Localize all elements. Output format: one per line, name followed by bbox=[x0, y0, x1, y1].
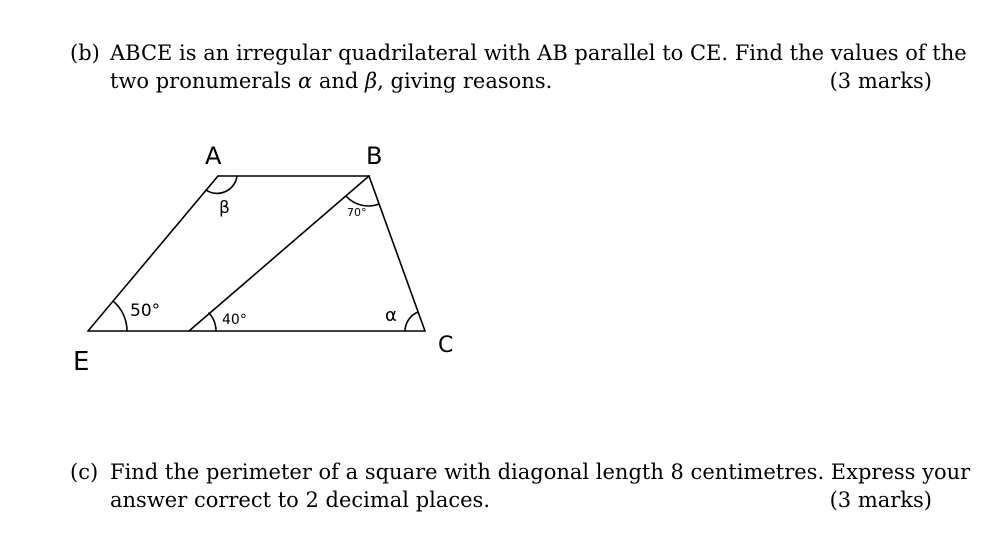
vertex-label-a: A bbox=[205, 142, 222, 170]
angle-label-alpha: α bbox=[385, 305, 397, 326]
angle-arc-c bbox=[405, 312, 418, 331]
question-b-number: (b) bbox=[70, 41, 100, 65]
question-c-marks: (3 marks) bbox=[829, 488, 932, 512]
angle-arc-bottom bbox=[209, 313, 216, 331]
question-b-text-pre: two pronumerals bbox=[110, 69, 298, 93]
angle-arc-b bbox=[346, 196, 379, 206]
question-b-text-post: , giving reasons. bbox=[377, 69, 553, 93]
alpha-symbol: α bbox=[297, 69, 313, 93]
angle-label-70: 70° bbox=[347, 206, 367, 219]
question-c-line2 bbox=[110, 486, 932, 514]
question-c-number: (c) bbox=[70, 460, 99, 484]
beta-symbol: β bbox=[365, 69, 378, 93]
question-b-line1: ABCE is an irregular quadrilateral with AB parallel to CE. Find the values of the bbox=[110, 41, 967, 65]
vertex-label-e: E bbox=[73, 347, 90, 377]
question-b-marks: (3 marks) bbox=[829, 69, 932, 93]
question-c bbox=[70, 458, 971, 514]
angle-label-beta: β bbox=[219, 198, 230, 218]
question-b-text-mid: and bbox=[312, 69, 366, 93]
side-bc bbox=[369, 176, 425, 331]
question-c-line1: Find the perimeter of a square with diagonal length 8 centimetres. Express your bbox=[110, 460, 971, 484]
angle-arc-e bbox=[113, 301, 127, 331]
question-c-instruction: answer correct to 2 decimal places. bbox=[110, 488, 491, 512]
vertex-label-b: B bbox=[366, 142, 383, 170]
question-c-body bbox=[110, 458, 971, 514]
angle-label-40: 40° bbox=[222, 312, 247, 328]
vertex-label-c: C bbox=[438, 333, 454, 358]
angle-label-50: 50° bbox=[130, 301, 161, 321]
diagonal-line bbox=[189, 176, 369, 331]
